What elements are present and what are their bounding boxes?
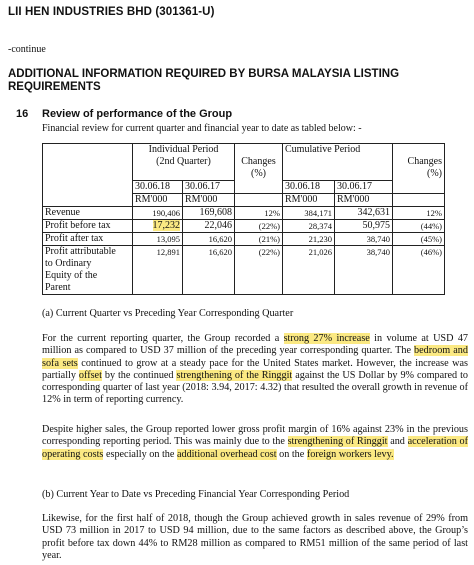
blank-cell	[235, 193, 283, 206]
value-cell: 169,608	[183, 206, 235, 219]
performance-table	[42, 143, 445, 295]
company-name: LII HEN INDUSTRIES BHD (301361-U)	[8, 6, 215, 18]
value-cell: 384,171	[283, 206, 335, 219]
highlight: offset	[78, 369, 102, 381]
unit-cell: RM'000	[283, 193, 335, 206]
change-cell: (45%)	[393, 232, 445, 245]
subsection-b-heading: (b) Current Year to Date vs Preceding Financial Year Corresponding Period	[42, 489, 350, 500]
cumulative-period-header	[283, 144, 393, 181]
row-label	[43, 245, 133, 294]
date-cell: 30.06.17	[183, 180, 235, 193]
value-cell: 16,620	[183, 245, 235, 294]
row-label-line: Profit attributable	[45, 245, 116, 257]
changes-unit: (%)	[427, 168, 442, 179]
changes-label: Changes	[241, 156, 276, 167]
unit-cell: RM'000	[183, 193, 235, 206]
highlight: acceleration of operating costs	[42, 436, 468, 460]
cumulative-period-label: Cumulative Period	[285, 144, 361, 155]
value-cell: 28,374	[283, 219, 335, 232]
table-row	[43, 206, 445, 219]
individual-period-header	[133, 144, 235, 181]
value-cell	[133, 219, 183, 232]
value-cell: 21,026	[283, 245, 335, 294]
header-blank-cell	[43, 180, 133, 193]
highlighted-value: 17,232	[152, 219, 180, 231]
highlight: foreign workers levy.	[306, 448, 394, 460]
text-run: in volume at USD 47 million as compared to USD 37 million of the preceding year corresponding quarter. The	[42, 333, 469, 357]
individual-period-label: Individual Period	[148, 144, 219, 155]
text-run: continued to grow at a steady pace for the United States market. However, the increase was partially	[42, 357, 468, 381]
individual-period-sub: (2nd Quarter)	[156, 156, 211, 167]
date-cell: 30.06.18	[283, 180, 335, 193]
highlight: strengthening of Ringgit	[287, 436, 388, 448]
row-label-line: Parent	[45, 281, 71, 293]
value-cell: 12,891	[133, 245, 183, 294]
change-cell: (21%)	[235, 232, 283, 245]
text-run: against the US Dollar by 9% compared to corresponding quarter of last year (2018: 3.94, 2017: 4.32) that resulted the overall growth in revenue of 12% in term of reporting currency.	[42, 369, 468, 406]
text-run: For the current reporting quarter, the Group recorded a	[42, 333, 284, 344]
paragraph-margin	[42, 424, 468, 461]
change-cell: (22%)	[235, 245, 283, 294]
text-run: on the	[276, 448, 307, 460]
row-label-line: to Ordinary	[45, 257, 92, 269]
continue-label: -continue	[8, 44, 46, 55]
changes-header	[235, 144, 283, 181]
cumulative-changes-header	[393, 144, 445, 181]
value-cell: 190,406	[133, 206, 183, 219]
value-cell: 38,740	[335, 245, 393, 294]
section-title: Review of performance of the Group	[42, 108, 233, 120]
highlight: additional overhead cost	[176, 448, 277, 460]
changes-label: Changes	[407, 156, 442, 167]
paragraph-ytd: Likewise, for the first half of 2018, though the Group achieved growth in sales revenue of 29% from USD 73 million in 2017 to USD 94 million, due to the same factors as described above, the Group’s profit before tax down 44% to RM28 million as compared to RM51 million of the same period of last year.	[42, 513, 468, 561]
change-cell: (22%)	[235, 219, 283, 232]
unit-cell: RM'000	[133, 193, 183, 206]
table-row	[43, 219, 445, 232]
section-subtitle: Financial review for current quarter and financial year to date as tabled below: -	[42, 123, 362, 134]
row-label: Profit before tax	[43, 219, 133, 232]
paragraph-quarter	[42, 333, 468, 407]
value-cell: 38,740	[335, 232, 393, 245]
table-row	[43, 245, 445, 294]
header-blank-cell	[43, 193, 133, 206]
table-date-row	[43, 180, 445, 193]
highlight: bedroom and sofa sets	[42, 345, 468, 369]
table-row	[43, 232, 445, 245]
document-heading: ADDITIONAL INFORMATION REQUIRED BY BURSA MALAYSIA LISTING REQUIREMENTS	[8, 68, 400, 93]
date-cell: 30.06.17	[335, 180, 393, 193]
date-cell: 30.06.18	[133, 180, 183, 193]
value-cell: 13,095	[133, 232, 183, 245]
change-cell: 12%	[235, 206, 283, 219]
text-run: and	[387, 436, 408, 448]
header-blank-cell	[43, 144, 133, 181]
row-label: Profit after tax	[43, 232, 133, 245]
section-number: 16	[16, 108, 29, 120]
table-header-row	[43, 144, 445, 181]
value-cell: 50,975	[335, 219, 393, 232]
blank-cell	[235, 180, 283, 193]
value-cell: 16,620	[183, 232, 235, 245]
subsection-a-heading: (a) Current Quarter vs Preceding Year Corresponding Quarter	[42, 308, 294, 319]
value-cell: 342,631	[335, 206, 393, 219]
table-unit-row	[43, 193, 445, 206]
row-label-line: Equity of the	[45, 269, 98, 281]
blank-cell	[393, 193, 445, 206]
blank-cell	[393, 180, 445, 193]
change-cell: (44%)	[393, 219, 445, 232]
highlight: strong 27% increase	[283, 333, 370, 344]
unit-cell: RM'000	[335, 193, 393, 206]
change-cell: (46%)	[393, 245, 445, 294]
changes-unit: (%)	[251, 168, 266, 179]
text-run: by the continued	[101, 369, 177, 381]
text-run: especially on the	[103, 448, 177, 460]
value-cell: 21,230	[283, 232, 335, 245]
change-cell: 12%	[393, 206, 445, 219]
highlight: strengthening of the Ringgit	[176, 369, 293, 381]
value-cell: 22,046	[183, 219, 235, 232]
text-run: Despite higher sales, the Group reported lower gross profit margin of 16% against 23% in the previous corresponding reporting period. This was mainly due to the	[42, 424, 468, 448]
row-label: Revenue	[43, 206, 133, 219]
